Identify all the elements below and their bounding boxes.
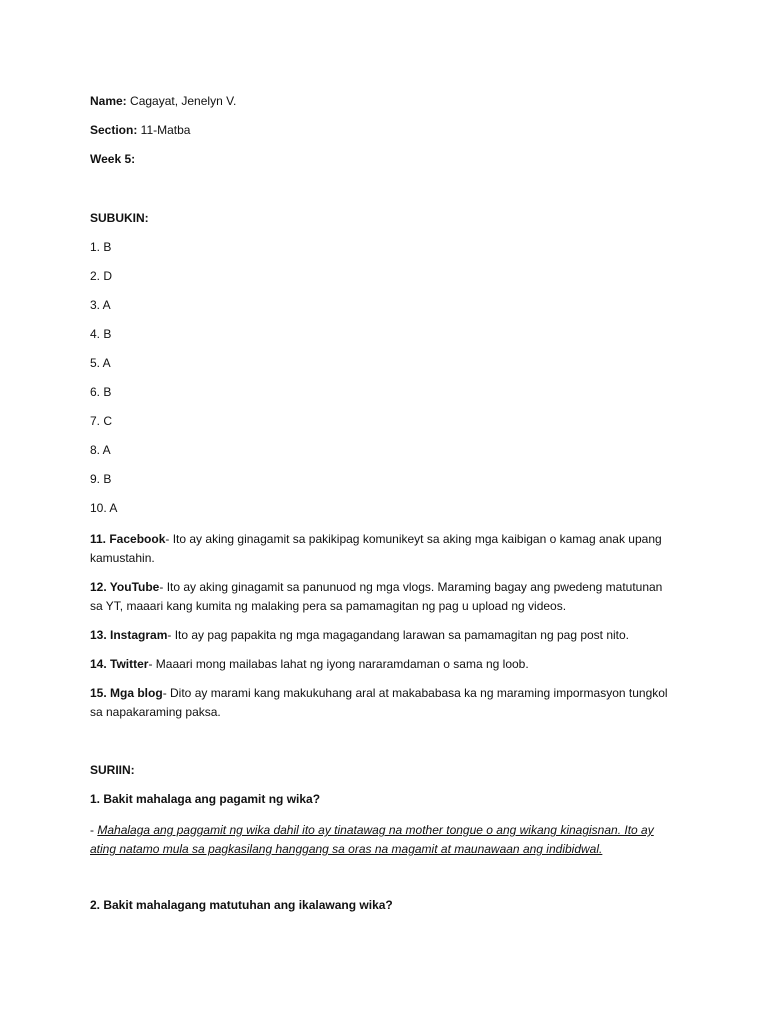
name-line [90,94,236,108]
item-term: 13. Instagram [90,628,168,642]
answer-item: 9. B [90,472,112,486]
item-term: 14. Twitter [90,657,149,671]
section-label: Section: [90,123,138,137]
item-term: 11. Facebook [90,532,166,546]
question-1: 1. Bakit mahalaga ang pagamit ng wika? [90,792,321,806]
week-label: Week 5: [90,152,136,166]
social-media-item [90,684,670,722]
social-media-item [90,578,670,616]
section-value: 11-Matba [137,123,191,137]
name-label: Name: [90,94,127,108]
question-2: 2. Bakit mahalagang matutuhan ang ikalawang wika? [90,898,393,912]
answer-item: 2. D [90,269,113,283]
item-term: 12. YouTube [90,580,160,594]
answer-item: 8. A [90,443,111,457]
subukin-heading: SUBUKIN: [90,211,149,225]
item-text: - Ito ay aking ginagamit sa pakikipag komunikeyt sa aking mga kaibigan o kamag anak upang kamustahin. [90,532,662,565]
item-text: - Dito ay marami kang makukuhang aral at makababasa ka ng maraming impormasyon tungkol sa napakaraming paksa. [90,686,668,719]
social-media-item [90,530,670,568]
answer-1 [90,821,670,859]
answer-item: 3. A [90,298,111,312]
answer-item: 10. A [90,501,118,515]
item-text: - Ito ay aking ginagamit sa panunuod ng mga vlogs. Maraming bagay ang pwedeng matutunan sa YT, maaari kang kumita ng malaking pera sa pamamagitan ng pag u upload ng videos. [90,580,663,613]
section-line [90,123,190,137]
answer-item: 7. C [90,414,113,428]
item-text: - Maaari mong mailabas lahat ng iyong nararamdaman o sama ng loob. [148,657,529,671]
answer-prefix: - [90,823,98,837]
answer-item: 5. A [90,356,111,370]
answer-item: 6. B [90,385,112,399]
item-term: 15. Mga blog [90,686,163,700]
answer-text: Mahalaga ang paggamit ng wika dahil ito ay tinatawag na mother tongue o ang wikang kinagisnan. Ito ay ating natamo mula sa pagkasilang hanggang sa oras na magamit at maunawaan ang indibidwal. [90,823,654,856]
social-media-item [90,655,670,674]
answer-item: 4. B [90,327,112,341]
answer-item: 1. B [90,240,112,254]
name-value: Cagayat, Jenelyn V. [126,94,237,108]
social-media-item [90,626,670,645]
suriin-heading: SURIIN: [90,763,135,777]
item-text: - Ito ay pag papakita ng mga magagandang larawan sa pamamagitan ng pag post nito. [167,628,630,642]
